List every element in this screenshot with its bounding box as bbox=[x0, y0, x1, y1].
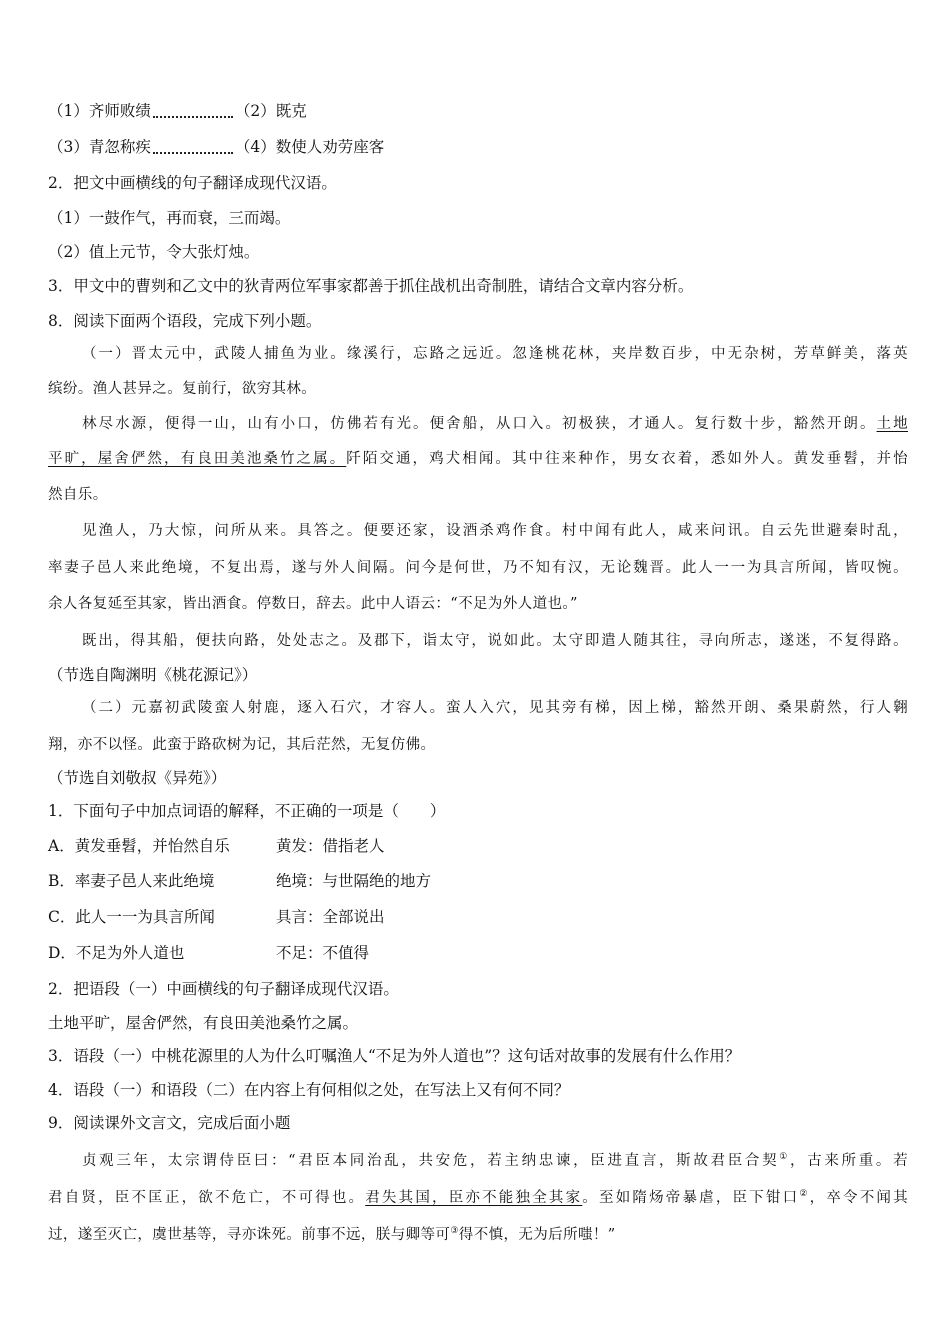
passage1-para3-line3: 余人各复延至其家，皆出酒食。停数日，辞去。此中人语云：“不足为外人道也。” bbox=[48, 596, 578, 612]
q7-item-4: （4）数使人劝劳座客 bbox=[234, 138, 385, 156]
passage1-para2-line3: 然自乐。 bbox=[48, 487, 108, 503]
text-span: ，古来所重。若 bbox=[790, 1152, 908, 1169]
footnote-marker: ② bbox=[799, 1189, 810, 1199]
passage1-para4-line1: 既出，得其船，便扶向路，处处志之。及郡下，诣太守，说如此。太守即遣人随其往，寻向所志，遂迷，不复得路。 bbox=[82, 633, 908, 649]
passage1-para1-line2: 缤纷。渔人甚异之。复前行，欲穷其林。 bbox=[48, 381, 317, 397]
underlined-sentence: 平旷，屋舍俨然，有良田美池桑竹之属。 bbox=[48, 451, 347, 467]
q8-heading: 8．阅读下面两个语段，完成下列小题。 bbox=[48, 312, 322, 330]
q9-passage-line2 bbox=[48, 1183, 908, 1209]
q7-word-row-2 bbox=[48, 136, 908, 158]
q7-item-3: （3）青忽称疾 bbox=[48, 138, 151, 156]
option-label: A．黄发垂髫，并怡然自乐 bbox=[48, 837, 230, 855]
text-span: ，卒令不闻其 bbox=[809, 1189, 909, 1206]
text-span: 阡陌交通，鸡犬相闻。其中往来种作，男女衣着，悉如外人。黄发垂髫，并怡 bbox=[346, 451, 908, 467]
q7-word-row-1 bbox=[48, 100, 908, 122]
q7-sub2-title: 2．把文中画横线的句子翻译成现代汉语。 bbox=[48, 174, 337, 192]
passage2-line2: 翔，亦不以怪。此蛮于路砍树为记，其后茫然，无复仿佛。 bbox=[48, 737, 436, 753]
text-span: 过，遂至灭亡，虞世基等，寻亦诛死。前事不远，朕与卿等可 bbox=[48, 1226, 451, 1243]
option-label: B．率妻子邑人来此绝境 bbox=[48, 872, 215, 890]
q7-sub2-item1: （1）一鼓作气，再而衰，三而竭。 bbox=[48, 209, 291, 227]
option-term: 黄发：借指老人 bbox=[276, 837, 385, 855]
option-label: C．此人一一为具言所闻 bbox=[48, 908, 215, 926]
q9-passage-line3 bbox=[48, 1220, 908, 1246]
q9-heading: 9．阅读课外文言文，完成后面小题 bbox=[48, 1114, 291, 1132]
q8-sub4: 4．语段（一）和语段（二）在内容上有何相似之处，在写法上又有何不同？ bbox=[48, 1081, 570, 1099]
footnote-marker: ③ bbox=[450, 1226, 459, 1236]
q7-sub2-item2: （2）值上元节，令大张灯烛。 bbox=[48, 243, 260, 261]
text-span: 林尽水源，便得一山，山有小口，仿佛若有光。便舍船，从口入。初极狭，才通人。复行数十步，豁然开朗。 bbox=[82, 416, 877, 432]
option-term: 绝境：与世隔绝的地方 bbox=[276, 872, 432, 890]
q8-sub2: 2．把语段（一）中画横线的句子翻译成现代汉语。 bbox=[48, 980, 399, 998]
option-term: 不足：不值得 bbox=[276, 944, 370, 962]
passage1-para3-line2: 率妻子邑人来此绝境，不复出焉，遂与外人间隔。问今是何世，乃不知有汉，无论魏晋。此人一一为具言所闻，皆叹惋。 bbox=[48, 560, 908, 576]
text-span: 君自贤，臣不匡正，欲不危亡，不可得也。 bbox=[48, 1189, 366, 1206]
passage1-source: （节选自陶渊明《桃花源记》） bbox=[48, 666, 258, 684]
text-span: 贞观三年，太宗谓侍臣曰：“君臣本同治乱，共安危，若主纳忠谏，臣进直言，斯故君臣合契 bbox=[82, 1152, 780, 1169]
option-a[interactable] bbox=[48, 835, 908, 857]
option-c[interactable] bbox=[48, 906, 908, 928]
q8-sub2-text: 土地平旷，屋舍俨然，有良田美池桑竹之属。 bbox=[48, 1014, 359, 1032]
option-b[interactable] bbox=[48, 870, 908, 892]
q7-sub3: 3．甲文中的曹刿和乙文中的狄青两位军事家都善于抓住战机出奇制胜，请结合文章内容分析。 bbox=[48, 277, 694, 295]
q9-passage-line1 bbox=[48, 1146, 908, 1172]
passage1-para2-line1 bbox=[48, 413, 908, 435]
passage1-para3-line1: 见渔人，乃大惊，问所从来。具答之。便要还家，设酒杀鸡作食。村中闻有此人，咸来问讯。自云先世避秦时乱， bbox=[82, 523, 908, 539]
q7-item-1: （1）齐师败绩 bbox=[48, 102, 151, 120]
passage2-source: （节选自刘敬叔《异苑》） bbox=[48, 769, 227, 787]
answer-blank[interactable] bbox=[153, 100, 233, 118]
passage1-para2-line2 bbox=[48, 448, 908, 470]
footnote-marker: ① bbox=[779, 1152, 791, 1162]
underlined-sentence: 君失其国，臣亦不能独全其家 bbox=[365, 1189, 583, 1206]
option-term: 具言：全部说出 bbox=[276, 908, 385, 926]
q8-sub3: 3．语段（一）中桃花源里的人为什么叮嘱渔人“不足为外人道也”？这句话对故事的发展有什么作用？ bbox=[48, 1047, 741, 1065]
text-span: 得不慎，无为后所嗤！” bbox=[458, 1226, 616, 1243]
q7-item-2: （2）既克 bbox=[234, 102, 307, 120]
answer-blank[interactable] bbox=[153, 136, 233, 154]
underlined-sentence: 土地 bbox=[876, 416, 908, 432]
text-span: 。至如隋炀帝暴虐，臣下钳口 bbox=[582, 1189, 800, 1206]
q8-sub1: 1．下面句子中加点词语的解释，不正确的一项是（ ） bbox=[48, 802, 446, 820]
passage1-para1-line1: （一）晋太元中，武陵人捕鱼为业。缘溪行，忘路之远近。忽逢桃花林，夹岸数百步，中无杂树，芳草鲜美，落英 bbox=[82, 346, 908, 362]
option-d[interactable] bbox=[48, 942, 908, 964]
option-label: D．不足为外人道也 bbox=[48, 944, 185, 962]
passage2-line1: （二）元嘉初武陵蛮人射鹿，逐入石穴，才容人。蛮人入穴，见其旁有梯，因上梯，豁然开朗、桑果蔚然，行人翱 bbox=[82, 700, 908, 716]
